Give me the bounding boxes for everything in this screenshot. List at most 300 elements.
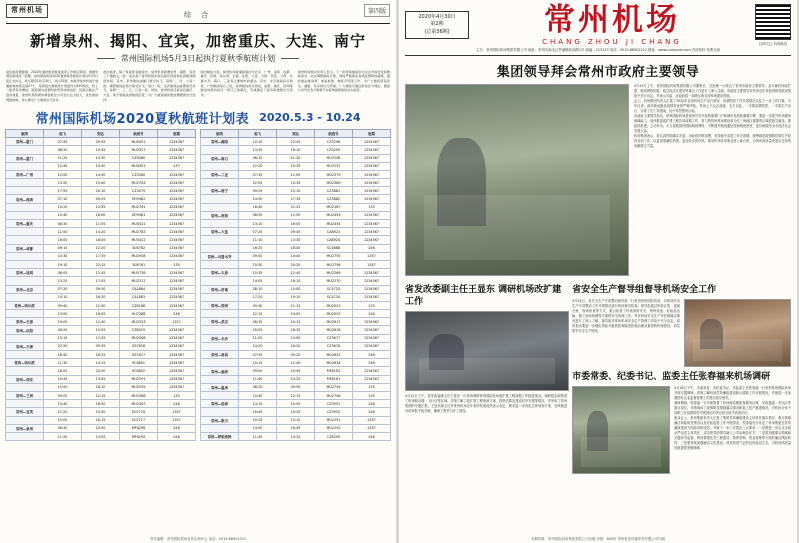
schedule-cell: MU2380: [315, 179, 353, 187]
column-header: 航班号: [315, 130, 353, 138]
route-cell: 常州—长春: [6, 318, 44, 326]
article-column: 此次换季，除了恢复原有航线外，常州机场新增泉州、揭阳、宜宾三个通航点，进一步完善了常州机场东南沿海及西南地区的航线网络布局。其中，泉州航线由厦门航空执飞，每周二、四、六各一班；揭阳航线由南方航空执飞，每日一班；宜宾航线由成都航空执飞，每周一、三、五、日各一班。同时，常州机场还将加密重庆、大连、南宁等航线的航班密度，为广大旅客提供更加便捷的出行选择。: [103, 69, 196, 102]
schedule-cell: 11:45: [44, 432, 82, 440]
schedule-cell: 20:50: [82, 367, 120, 375]
schedule-title-row: [0, 108, 396, 127]
schedule-cell: 1234567: [158, 269, 196, 277]
schedule-cell: 1234567: [158, 187, 196, 195]
article-column: 国内航线方面，常州机场将继续保持与北京、广州、深圳、成都、重庆、昆明、哈尔滨、长春、沈阳、大连、天津、西安、兰州、乌鲁木齐、海口、三亚等主要城市的通达。其中，北京航线每日两班，广州航线每日三班，深圳航线每日两班，成都、重庆、昆明等航线均保持每日一班以上的频次，有效满足了商务和旅游出行需求。: [200, 69, 293, 97]
schedule-cell: CZ3480: [120, 154, 158, 162]
schedule-cell: 1234567: [353, 334, 391, 342]
story-photo-2: [684, 299, 791, 367]
schedule-cell: 11:20: [44, 408, 82, 416]
subtitle: [0, 53, 396, 64]
schedule-cell: 14:40: [277, 252, 315, 260]
schedule-cell: MU2617: [315, 318, 353, 326]
schedule-cell: 14:30: [82, 170, 120, 178]
schedule-cell: MU2783: [120, 179, 158, 187]
table-row: [6, 170, 196, 178]
table-row: [201, 187, 391, 195]
page-number: 第四版: [364, 4, 390, 17]
issue-info: [405, 11, 469, 40]
route-cell: 常州—三亚: [201, 170, 239, 178]
schedule-cell: 11:50: [277, 211, 315, 219]
schedule-cell: 14:10: [44, 293, 82, 301]
table-row: [6, 432, 196, 440]
schedule-cell: 15:40: [82, 179, 120, 187]
story-body-3: 4月28日下午，市委常委、市纪委书记、市监委主任张春福一行来到常州国际机场开展专题调研，详细了解机场党风廉政建设和反腐败工作开展情况，并就进一步加强国有企业监督管理工作提出指导意见。: [674, 386, 791, 401]
schedule-cell: 16:50: [82, 400, 120, 408]
schedule-cell: 1234567: [158, 301, 196, 309]
schedule-date-range: 2020.5.3 - 10.24: [259, 111, 361, 125]
table-row: [201, 334, 391, 342]
schedule-cell: 09:25: [239, 187, 277, 195]
schedule-cell: MU2187: [315, 203, 353, 211]
schedule-cell: MF8161: [315, 375, 353, 383]
issue-total: (总第36期): [424, 28, 450, 35]
imprint: 主办：常州国际机场集团有限公司 地址：常州市新北区罗溪镇机场路1号 邮编：213133 电话：0519-88902212 网址：www.czairport.com 内部资料 免费交流: [405, 48, 791, 56]
lead-story: [399, 84, 797, 276]
schedule-cell: 12:20: [239, 162, 277, 170]
schedule-cell: 1234567: [353, 285, 391, 293]
table-row: [6, 269, 196, 277]
schedule-cell: 08:40: [44, 424, 82, 432]
schedule-cell: 19:10: [277, 293, 315, 301]
table-row: [6, 162, 196, 170]
schedule-cell: 1357: [353, 252, 391, 260]
schedule-cell: MU2783: [120, 228, 158, 236]
route-cell: [6, 293, 44, 301]
table-row: [201, 391, 391, 399]
section-label: 综 合: [183, 10, 213, 19]
schedule-cell: 1234567: [158, 203, 196, 211]
schedule-cell: 09:50: [239, 252, 277, 260]
schedule-cell: 21:25: [277, 203, 315, 211]
flight-table-right: [200, 129, 391, 441]
column-header: 航班号: [120, 130, 158, 138]
schedule-cell: CZ6186: [120, 301, 158, 309]
schedule-cell: ZH9481: [120, 211, 158, 219]
schedule-cell: MU2292: [120, 383, 158, 391]
table-row: [6, 138, 196, 146]
table-row: [201, 138, 391, 146]
schedule-cell: MF8295: [120, 432, 158, 440]
schedule-cell: 09:55: [82, 138, 120, 146]
table-row: [6, 383, 196, 391]
table-row: [6, 146, 196, 154]
schedule-cell: 09:35: [82, 342, 120, 350]
schedule-cell: 1234567: [158, 383, 196, 391]
schedule-cell: GS7618: [120, 342, 158, 350]
table-row: [6, 400, 196, 408]
route-cell: 常州—广州: [6, 170, 44, 178]
schedule-cell: 13:40: [44, 400, 82, 408]
schedule-cell: MU2756: [315, 260, 353, 268]
schedule-cell: 1234567: [158, 154, 196, 162]
table-row: [201, 203, 391, 211]
column-header: 起飞: [44, 130, 82, 138]
table-row: [6, 203, 196, 211]
schedule-cell: 1234567: [353, 367, 391, 375]
schedule-cell: 15:50: [44, 383, 82, 391]
table-row: [6, 228, 196, 236]
schedule-cell: 14:30: [82, 408, 120, 416]
schedule-cell: 09:40: [44, 301, 82, 309]
schedule-cell: 09:45: [277, 228, 315, 236]
schedule-cell: 10:50: [82, 424, 120, 432]
schedule-cell: 17:45: [82, 334, 120, 342]
schedule-cell: 12:15: [82, 391, 120, 399]
masthead: [399, 0, 797, 46]
table-row: [6, 326, 196, 334]
story-column-right: [572, 280, 791, 474]
schedule-cell: 12:10: [277, 187, 315, 195]
route-cell: [201, 260, 239, 268]
schedule-cell: 1234567: [353, 375, 391, 383]
route-cell: [6, 187, 44, 195]
route-cell: 常州—哈尔滨: [6, 359, 44, 367]
schedule-cell: 16:45: [277, 424, 315, 432]
schedule-cell: 10:15: [239, 359, 277, 367]
story-photo-3: [572, 386, 670, 474]
schedule-cell: MU2746: [315, 391, 353, 399]
route-cell: [201, 375, 239, 383]
schedule-cell: 1357: [353, 416, 391, 424]
schedule-cell: CZ3951: [315, 400, 353, 408]
schedule-cell: 1234567: [353, 162, 391, 170]
table-row: [201, 146, 391, 154]
schedule-cell: 08:25: [44, 326, 82, 334]
route-cell: 常州—海口: [201, 154, 239, 162]
schedule-cell: 10:35: [239, 269, 277, 277]
route-cell: 常州—厦门: [6, 138, 44, 146]
schedule-cell: MU2755: [315, 252, 353, 260]
schedule-cell: MU2292: [315, 424, 353, 432]
right-page: [399, 0, 797, 543]
table-row: [201, 416, 391, 424]
schedule-cell: 3U8761: [120, 260, 158, 268]
schedule-cell: 1234567: [158, 326, 196, 334]
schedule-cell: MU2502: [315, 310, 353, 318]
column-header: 班期: [158, 130, 196, 138]
schedule-cell: 11:45: [239, 432, 277, 440]
schedule-cell: 1234567: [158, 334, 196, 342]
route-cell: 常州—昆明: [6, 269, 44, 277]
schedule-cell: 1234567: [158, 285, 196, 293]
mini-masthead: 常州机场: [6, 4, 48, 18]
schedule-cell: 1234567: [353, 236, 391, 244]
schedule-cell: 16:20: [82, 293, 120, 301]
schedule-cell: 1234567: [158, 252, 196, 260]
schedule-cell: CZ6295: [315, 432, 353, 440]
schedule-cell: CZ3479: [120, 187, 158, 195]
schedule-cell: 1234567: [158, 293, 196, 301]
route-cell: [6, 334, 44, 342]
schedule-cell: 19:10: [44, 260, 82, 268]
table-row: [201, 179, 391, 187]
table-row: [201, 424, 391, 432]
table-row: [201, 285, 391, 293]
route-cell: [201, 146, 239, 154]
schedule-cell: 14:00: [277, 310, 315, 318]
schedule-cell: 135: [353, 383, 391, 391]
route-cell: [6, 228, 44, 236]
schedule-cell: 11:15: [277, 301, 315, 309]
route-cell: [6, 400, 44, 408]
schedule-cell: 15:30: [239, 260, 277, 268]
table-row: [6, 277, 196, 285]
story-body-1: 4月21日上午，省发改委副主任王显东一行来常调研常州国际机场改扩建工程前期工作推进情况。调研组实地察看了机场航站楼、飞行区等区域，详细了解了改扩建工程规划方案、投资估算及建设时序安排等情况，并听取了机场集团的专题汇报。王显东副主任对常州机场近年来的发展成效表示肯定，要求进一步优化总体规划方案，加快推进各项审批手续办理，确保工程早日开工建设。: [405, 394, 568, 414]
schedule-cell: ZH9482: [120, 195, 158, 203]
table-header-row: [201, 130, 391, 138]
schedule-cell: 13:25: [44, 277, 82, 285]
schedule-cell: 14:20: [82, 228, 120, 236]
schedule-cell: 09:30: [239, 301, 277, 309]
schedule-cell: MU2761: [120, 203, 158, 211]
schedule-cell: 17:20: [239, 293, 277, 301]
schedule-cell: 18:40: [239, 203, 277, 211]
schedule-cell: 13:30: [277, 236, 315, 244]
schedule-cell: 1234567: [353, 318, 391, 326]
table-row: [201, 359, 391, 367]
schedule-cell: MU2379: [315, 170, 353, 178]
table-row: [201, 351, 391, 359]
table-row: [201, 236, 391, 244]
schedule-cell: 09:15: [44, 244, 82, 252]
table-row: [6, 244, 196, 252]
route-cell: [6, 162, 44, 170]
schedule-cell: 10:45: [277, 367, 315, 375]
schedule-cell: 14:05: [239, 277, 277, 285]
table-row: [201, 260, 391, 268]
schedule-cell: 3U8762: [120, 244, 158, 252]
route-cell: 常州—南宁: [201, 187, 239, 195]
column-header: 起飞: [239, 130, 277, 138]
schedule-cell: 13:20: [44, 179, 82, 187]
table-row: [6, 252, 196, 260]
route-cell: 常州—北京: [6, 285, 44, 293]
schedule-cell: 07:25: [239, 228, 277, 236]
left-article-body: [0, 67, 396, 104]
table-row: [201, 367, 391, 375]
schedule-cell: MU2291: [120, 375, 158, 383]
route-cell: [6, 351, 44, 359]
left-footer: 责任编辑：常州国际机场宣传企划中心 电话：0519-88902201: [150, 537, 246, 541]
schedule-cell: 1234567: [158, 351, 196, 359]
schedule-cell: 08:20: [239, 383, 277, 391]
schedule-cell: 1234567: [353, 154, 391, 162]
route-cell: 常州—温州: [201, 383, 239, 391]
subtitle-text: 常州国际机场5月3日起执行夏秋季航班计划: [120, 53, 276, 63]
schedule-cell: 1234567: [158, 244, 196, 252]
qr-code-icon[interactable]: [755, 4, 791, 40]
schedule-cell: MU2501: [315, 301, 353, 309]
table-row: [201, 310, 391, 318]
schedule-cell: 10:00: [277, 285, 315, 293]
route-cell: 常州—天津: [6, 342, 44, 350]
table-header-row: [6, 130, 196, 138]
schedule-cell: 1357: [353, 260, 391, 268]
route-cell: [6, 383, 44, 391]
route-cell: [6, 260, 44, 268]
schedule-cell: 16:05: [44, 236, 82, 244]
schedule-cell: MU2327: [120, 146, 158, 154]
schedule-cell: 08:50: [44, 146, 82, 154]
table-row: [201, 252, 391, 260]
flight-table-left: [5, 129, 196, 441]
story-body-2: 4月24日，省安全生产专项整治督导组一行来到常州国际机场，对机场安全生产专项整治工作开展情况进行现场督导检查。督导组通过听取汇报、查阅台账、现场检查等方式，重点检查了机场消防安全、特种设备、危险品运输、施工现场管理等方面的安全管理工作，并对机场安全生产责任制落实情况进行了深入了解。督导组对常州机场安全生产管理工作给予充分肯定，同时指出要进一步强化风险分级管控和隐患排查治理双重预防机制建设，切实筑牢安全生产防线。: [572, 299, 680, 333]
schedule-cell: 1357: [158, 318, 196, 326]
schedule-cell: MU2311: [120, 277, 158, 285]
column-header: 到达: [82, 130, 120, 138]
schedule-cell: 246: [158, 424, 196, 432]
table-row: [201, 342, 391, 350]
schedule-cell: 11:45: [82, 269, 120, 277]
article-column: 常州机场相关负责人表示，下一阶段将继续密切关注市场变化和旅客需求，动态调整航班计划，同时严格落实各项疫情防控措施，做好航站楼消毒、体温检测、旅客引导等工作，为广大旅客营造安全、健康、有序的出行环境。广大旅客可通过机场官方网站、微信公众号及各大购票平台查询最新航班动态信息。: [297, 69, 390, 93]
schedule-cell: 1357: [158, 416, 196, 424]
qr-caption: 扫码关注 机场微信: [758, 42, 788, 46]
table-row: [6, 334, 196, 342]
table-row: [201, 195, 391, 203]
route-cell: 常州—西安: [6, 375, 44, 383]
schedule-cell: 16:05: [277, 220, 315, 228]
column-header: 航线: [6, 130, 44, 138]
table-row: [6, 310, 196, 318]
right-footer: 本期印数：常州国际机场集团有限公司出版 印数：800份 常州报业传媒印务有限公司印刷: [530, 537, 666, 541]
schedule-cell: MU2908: [120, 252, 158, 260]
route-cell: [6, 146, 44, 154]
table-row: [6, 408, 196, 416]
schedule-cell: MU2291: [315, 416, 353, 424]
schedule-cell: 09:30: [82, 285, 120, 293]
schedule-cell: 07:35: [239, 170, 277, 178]
schedule-cell: 15:35: [277, 162, 315, 170]
schedule-cell: CZ3678: [315, 342, 353, 350]
schedule-cell: HU7238: [315, 154, 353, 162]
schedule-cell: MU5422: [120, 236, 158, 244]
route-cell: 常州—大连: [201, 228, 239, 236]
schedule-cell: 135: [353, 391, 391, 399]
route-cell: [201, 220, 239, 228]
paper-name-cn: 常州机场: [544, 1, 680, 38]
schedule-cell: CZ6415: [120, 326, 158, 334]
story-body-3: 座谈会上，机场集团负责人汇报了集团党风廉政建设主体责任落实情况、重点领域廉洁风险防控情况以及纪检监察工作开展情况。张春福充分肯定了机场集团在党风廉政建设方面取得的成效，并就下一步工作提出三点要求：一是要进一步压实全面从严治党主体责任，切实把党的领导融入公司治理各环节；二是要加强重点领域和关键环节监督，特别要强化对工程建设、物资采购、资金管理等方面的廉洁风险防控；三是要持续加强廉洁文化建设，营造风清气正的良好政治生态，为机场高质量发展提供坚强保障。: [674, 416, 791, 450]
schedule-cell: MU2618: [315, 326, 353, 334]
lead-paragraph: 会上，机场集团负责人汇报了2020年以来机场生产运行情况、疫情防控工作开展情况以及下一步工作打算。今年以来，面对新冠肺炎疫情带来的严峻考验，机场上下众志成城、全力以赴，一手抓疫情防控，一手抓生产运行，实现了员工零感染、运行零差错的目标。: [634, 98, 791, 113]
table-row: [6, 301, 196, 309]
schedule-cell: 08:15: [239, 154, 277, 162]
decorative-rule-left: [97, 58, 115, 59]
schedule-cell: 12:45: [277, 138, 315, 146]
schedule-cell: 10:55: [82, 326, 120, 334]
table-row: [6, 220, 196, 228]
schedule-cell: MU5451: [120, 162, 158, 170]
table-row: [6, 391, 196, 399]
table-row: [201, 162, 391, 170]
table-row: [6, 195, 196, 203]
schedule-cell: 08:05: [44, 269, 82, 277]
schedule-cell: 11:05: [82, 220, 120, 228]
schedule-cell: HU7237: [315, 162, 353, 170]
schedule-cell: CZ3677: [315, 334, 353, 342]
schedule-cell: MU2745: [315, 383, 353, 391]
schedule-cell: 13:15: [239, 400, 277, 408]
route-cell: 常州—银川: [201, 416, 239, 424]
route-cell: [6, 432, 44, 440]
schedule-cell: 1234567: [158, 138, 196, 146]
schedule-cell: 08:10: [239, 285, 277, 293]
schedule-cell: 18:05: [44, 367, 82, 375]
table-row: [201, 293, 391, 301]
table-row: [201, 244, 391, 252]
schedule-cell: 135: [353, 203, 391, 211]
schedule-cell: MU2453: [315, 211, 353, 219]
schedule-cell: 11:30: [44, 359, 82, 367]
schedule-cell: 11:25: [44, 154, 82, 162]
schedule-cell: 18:45: [82, 236, 120, 244]
schedule-cell: 246: [353, 432, 391, 440]
schedule-cell: 246: [353, 400, 391, 408]
schedule-cell: 1234567: [353, 342, 391, 350]
schedule-cell: MU2833: [315, 351, 353, 359]
decorative-rule-right: [281, 58, 299, 59]
table-row: [6, 318, 196, 326]
schedule-cell: 246: [158, 400, 196, 408]
schedule-cell: CA8923: [315, 228, 353, 236]
column-header: 到达: [277, 130, 315, 138]
schedule-cell: 07:20: [44, 285, 82, 293]
schedule-cell: EU2718: [120, 408, 158, 416]
story-photo-1: [405, 311, 569, 391]
schedule-cell: 237: [158, 162, 196, 170]
route-cell: 常州—重庆: [6, 220, 44, 228]
schedule-title: 常州国际机场2020夏秋航班计划表: [35, 112, 250, 128]
schedule-cell: SC4733: [315, 285, 353, 293]
table-row: [6, 154, 196, 162]
schedule-cell: 16:20: [277, 342, 315, 350]
schedule-cell: 1234567: [158, 359, 196, 367]
route-cell: [6, 203, 44, 211]
schedule-cell: 12:40: [82, 318, 120, 326]
schedule-cell: 135: [158, 260, 196, 268]
schedule-cell: 12:05: [239, 179, 277, 187]
route-cell: 常州—宜宾: [6, 408, 44, 416]
route-cell: [201, 359, 239, 367]
schedule-cell: 13:05: [82, 375, 120, 383]
route-cell: 常州—揭阳: [201, 138, 239, 146]
schedule-cell: 07:50: [44, 342, 82, 350]
schedule-cell: MU5738: [120, 269, 158, 277]
schedule-cell: 12:00: [44, 170, 82, 178]
schedule-cell: 07:10: [44, 195, 82, 203]
schedule-cell: 246: [353, 351, 391, 359]
schedule-cell: 14:15: [82, 359, 120, 367]
schedule-cell: 16:55: [239, 326, 277, 334]
schedule-cell: CZ3882: [315, 195, 353, 203]
lead-photo: [405, 84, 629, 276]
route-cell: [201, 203, 239, 211]
table-row: [201, 211, 391, 219]
schedule-cell: 09:00: [239, 367, 277, 375]
schedule-cell: 12:20: [82, 244, 120, 252]
schedule-cell: 10:25: [239, 416, 277, 424]
story-headline-2: 省安全生产督导组督导机场安全工作: [572, 285, 717, 296]
route-cell: [201, 179, 239, 187]
route-cell: 常州—厦门: [6, 154, 44, 162]
schedule-cell: 08:30: [44, 220, 82, 228]
route-cell: [201, 236, 239, 244]
route-cell: 常州—太原: [201, 269, 239, 277]
